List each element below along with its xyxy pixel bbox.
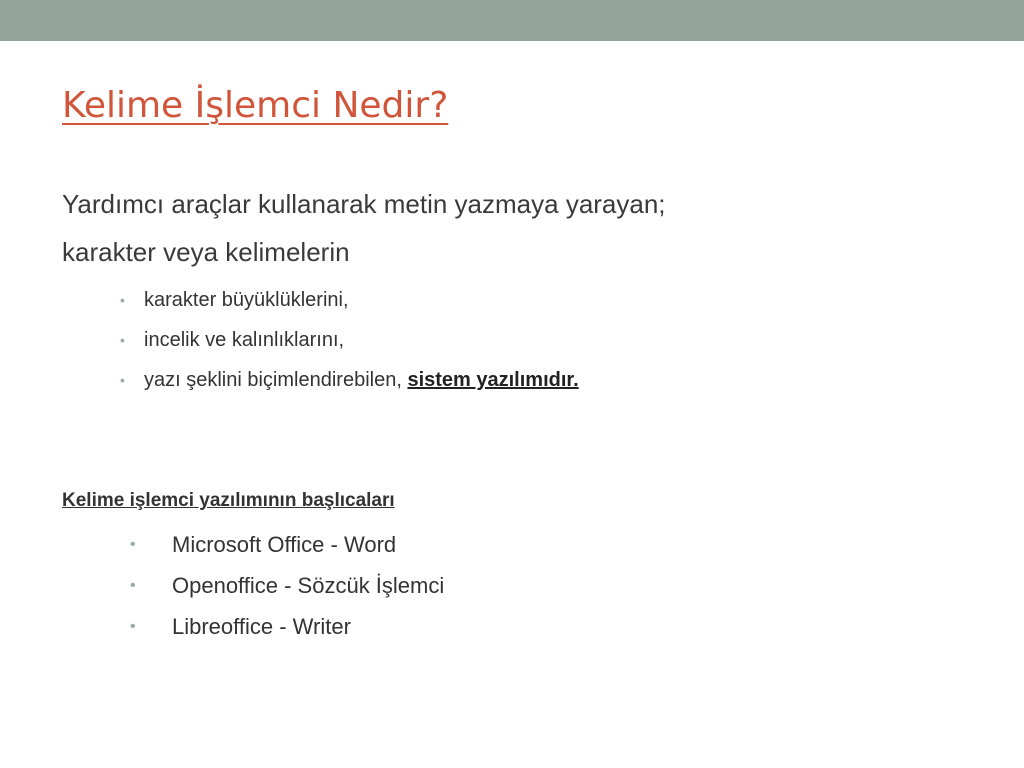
list-item-text: incelik ve kalınlıklarını, [144,329,345,351]
list-item [130,530,444,571]
feature-list [120,285,579,405]
list-item [130,612,444,653]
list-item [120,365,579,405]
app-name: Microsoft Office - Word [172,532,397,557]
bullet-icon: • [130,536,136,553]
emphasis-text: sistem yazılımıdır. [407,369,579,391]
list-item-text: karakter büyüklüklerini, [144,289,349,311]
section-heading: Kelime işlemci yazılımının başlıcaları [62,490,395,511]
slide-title: Kelime İşlemci Nedir? [62,85,449,126]
lead-line-2: karakter veya kelimelerin [62,237,350,267]
list-item-text: yazı şeklini biçimlendirebilen, [144,369,408,391]
bullet-icon: • [120,372,125,388]
bullet-icon: • [120,332,125,348]
app-name: Libreoffice - Writer [172,614,351,639]
list-item [120,325,579,365]
app-list [130,530,444,653]
app-name: Openoffice - Sözcük İşlemci [172,573,445,598]
list-item [130,571,444,612]
bullet-icon: • [120,292,125,308]
list-item [120,285,579,325]
lead-line-1: Yardımcı araçlar kullanarak metin yazmaya yarayan; [62,189,666,219]
bullet-icon: • [130,618,136,635]
top-color-band [0,0,1024,41]
bullet-icon: • [130,577,136,594]
